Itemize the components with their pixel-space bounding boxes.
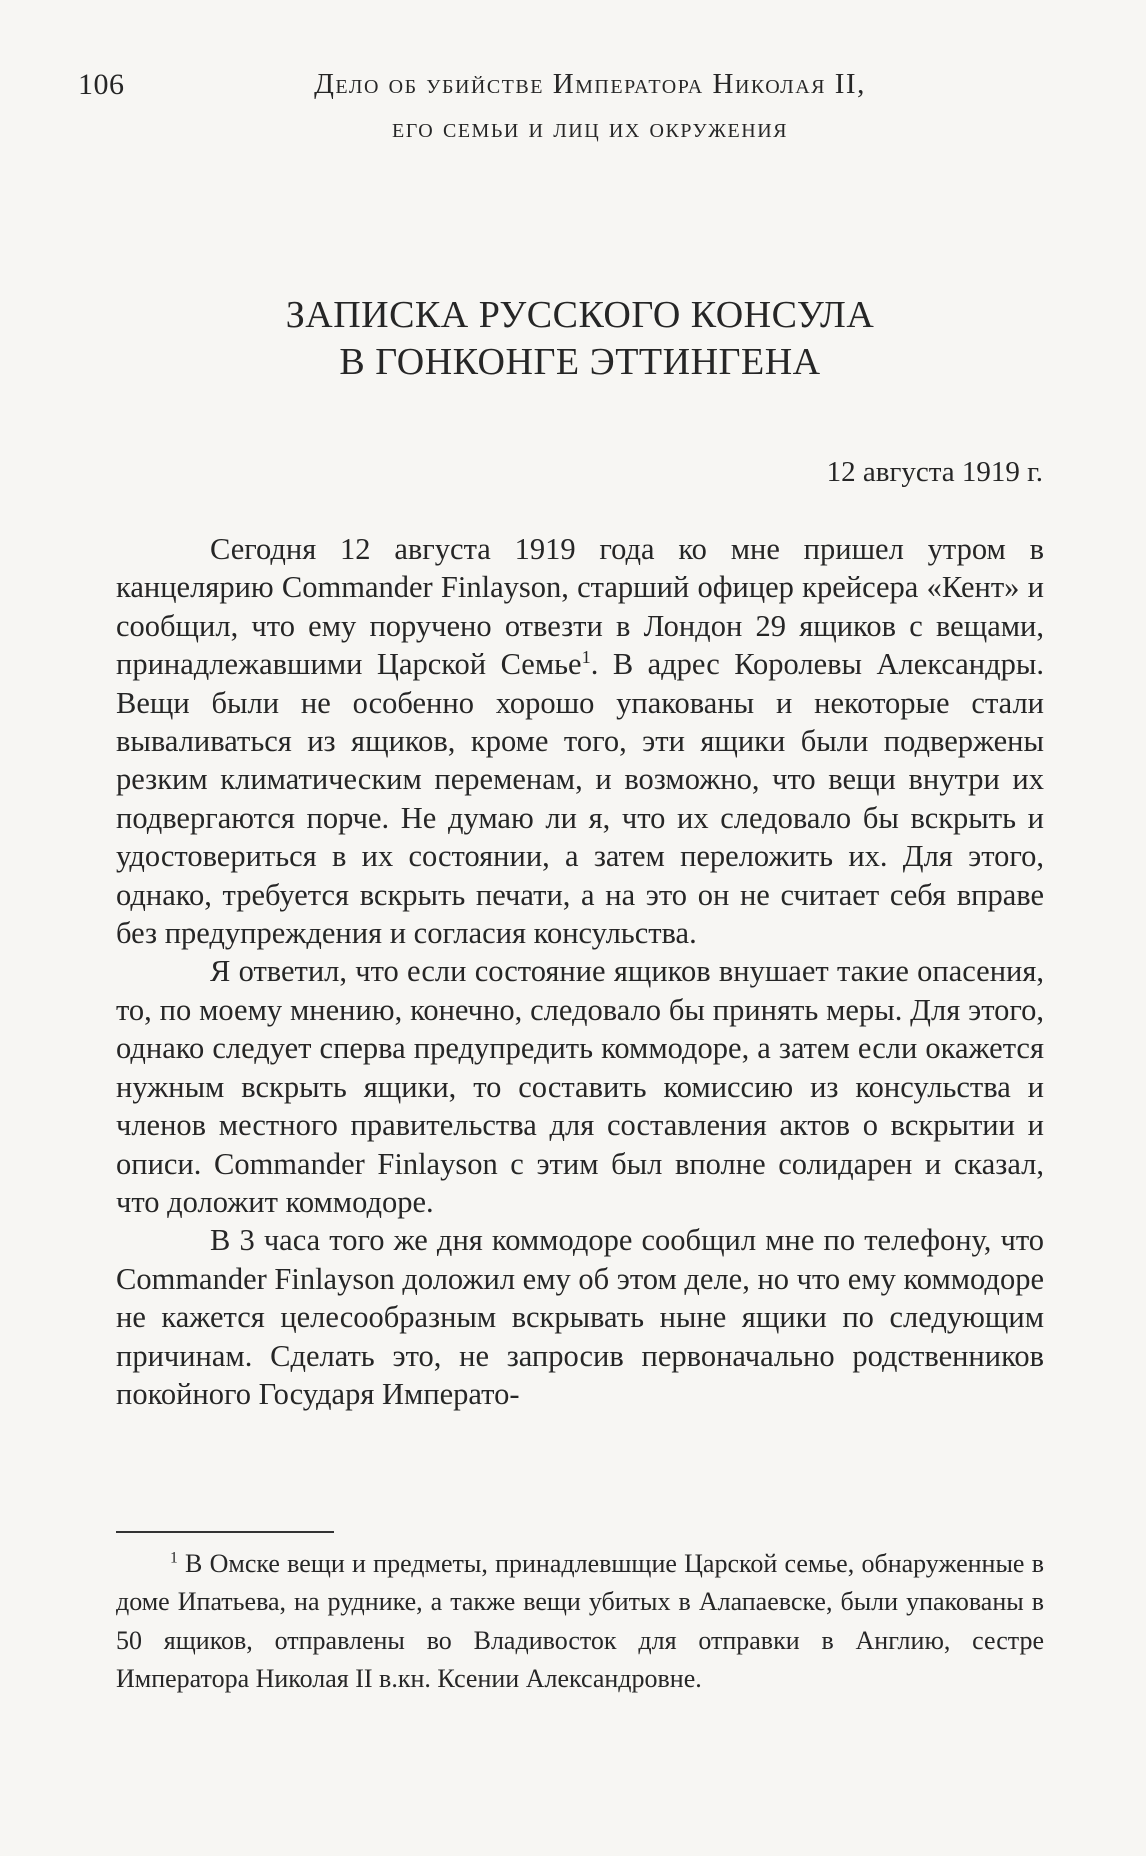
footnote-marker: 1: [170, 1549, 178, 1567]
paragraph-1-text-b: . В адрес Королевы Александры. Вещи были не особенно хорошо упакованы и некоторые стали вываливаться из ящиков, кроме того, эти ящики были подвержены резким климатическим переменам, и возможно, что вещи внутри их подвергаются порче. Не думаю ли я, что их следовало бы вскрыть и удостовериться в их состоянии, а затем переложить их. Для этого, однако, требуется вскрыть печати, а на это он не считает себя вправе без предупреждения и согласия консульства.: [116, 647, 1044, 951]
running-head-line-2: его семьи и лиц их окружения: [392, 112, 788, 144]
title-line-2: В ГОНКОНГЕ ЭТТИНГЕНА: [339, 341, 821, 383]
page-number: 106: [78, 68, 125, 101]
footnote: [116, 1545, 1044, 1699]
body-text: [116, 530, 1044, 1413]
paragraph-1-text-a: Сегодня 12 августа 1919 года ко мне пришел утром в канцелярию Commander Finlayson, старший офицер крейсера «Кент» и сообщил, что ему поручено отвезти в Лондон 29 ящиков с вещами, принадлежавшими Царской Семье: [116, 532, 1044, 682]
document-title: [160, 292, 1000, 386]
paragraph-1: [116, 530, 1044, 952]
running-head: [230, 62, 950, 150]
paragraph-3: В 3 часа того же дня коммодоре сообщил мне по телефону, что Commander Finlayson доложил ему об этом деле, но что ему коммодоре не кажется целесообразным вскрывать ныне ящики по следующим причинам. Сделать это, не запросив первоначально родственников покойного Государя Императо-: [116, 1223, 1044, 1411]
running-head-line-1: Дело об убийстве Императора Николая II,: [314, 68, 866, 100]
footnote-separator: [116, 1531, 334, 1533]
document-date: 12 августа 1919 г.: [826, 456, 1043, 488]
footnote-text: В Омске вещи и предметы, принадлевшщие Царской семье, обнаруженные в доме Ипатьева, на руднике, а также вещи убитых в Алапаевске, были упакованы в 50 ящиков, отправлены во Владивосток для отправки в Англию, сестре Императора Николая II в.кн. Ксении Александровне.: [116, 1549, 1044, 1694]
footnote-reference: 1: [581, 647, 591, 668]
title-line-1: ЗАПИСКА РУССКОГО КОНСУЛА: [285, 294, 875, 336]
paragraph-2: Я ответил, что если состояние ящиков внушает такие опасения, то, по моему мнению, конечно, следовало бы принять меры. Для этого, однако следует сперва предупредить коммодоре, а затем если окажется нужным вскрыть ящики, то составить комиссию из консульства и членов местного правительства для составления актов о вскрытии и описи. Commander Finlayson с этим был вполне солидарен и сказал, что доложит коммодоре.: [116, 954, 1044, 1219]
